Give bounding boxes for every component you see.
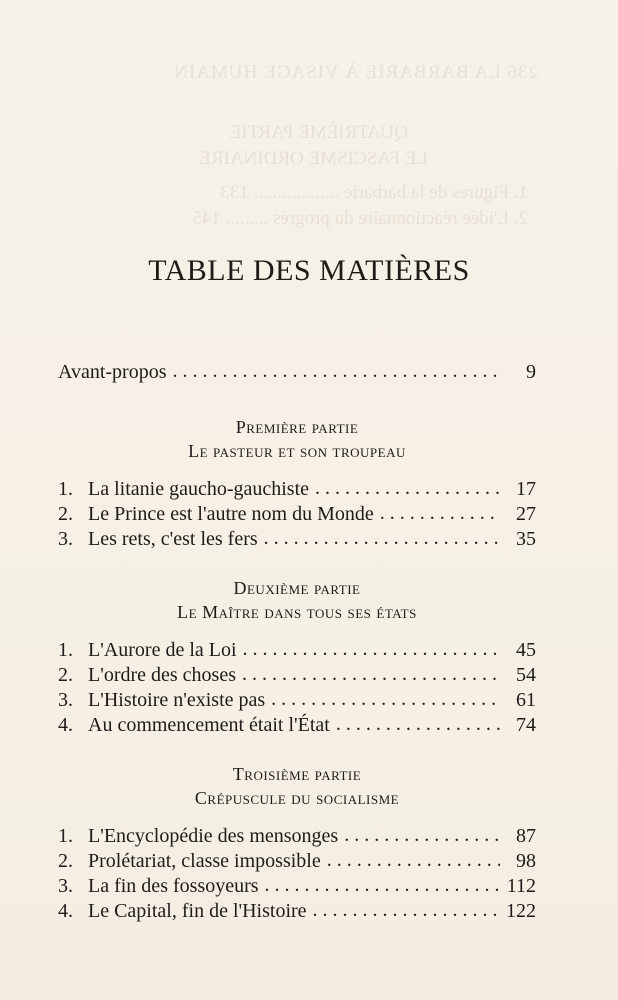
chapter-number: 3. (58, 528, 73, 550)
part-heading (58, 415, 536, 463)
chapter-title: Au commencement était l'État (88, 714, 330, 736)
chapter-number: 1. (58, 825, 73, 847)
toc-entry (58, 874, 536, 899)
toc-entry (58, 899, 536, 924)
chapter-number: 2. (58, 850, 73, 872)
chapter-title: L'Encyclopédie des mensonges (88, 825, 339, 847)
dot-leader (380, 501, 500, 526)
dot-leader (315, 476, 500, 501)
dot-leader (173, 359, 501, 384)
toc-entry (58, 663, 536, 688)
toc-entry (58, 527, 536, 552)
chapter-title: Le Prince est l'autre nom du Monde (88, 503, 374, 525)
toc-entry-label: Avant-propos (58, 361, 167, 383)
chapter-title: Les rets, c'est les fers (88, 528, 258, 550)
toc-entry (58, 502, 536, 527)
chapter-number: 3. (58, 689, 73, 711)
dot-leader (264, 526, 500, 551)
part-title: Deuxième partie (233, 578, 361, 598)
part-subtitle: Crépuscule du socialisme (194, 788, 400, 808)
dot-leader (327, 848, 500, 873)
toc-entry (58, 824, 536, 849)
part-subtitle: Le pasteur et son troupeau (188, 441, 406, 461)
toc-entry-page: 9 (526, 361, 536, 383)
part-title: Première partie (235, 417, 359, 437)
chapter-page: 61 (516, 689, 536, 711)
dot-leader (265, 873, 499, 898)
dot-leader (336, 712, 500, 737)
dot-leader (313, 898, 498, 923)
toc-entry (58, 477, 536, 502)
chapter-page: 17 (516, 478, 536, 500)
chapter-page: 74 (516, 714, 536, 736)
chapter-title: La fin des fossoyeurs (88, 875, 259, 897)
part-heading (58, 762, 536, 810)
dot-leader (271, 687, 500, 712)
chapter-page: 122 (506, 900, 536, 922)
table-of-contents (58, 360, 536, 924)
chapter-page: 112 (506, 875, 536, 897)
bleed-line: QUATRIÈME PARTIE (229, 122, 408, 143)
dot-leader (344, 823, 500, 848)
part-heading (58, 576, 536, 624)
toc-entry (58, 849, 536, 874)
part-subtitle: Le Maître dans tous ses états (177, 602, 417, 622)
chapter-number: 1. (58, 639, 73, 661)
toc-entry (58, 713, 536, 738)
chapter-number: 2. (58, 664, 73, 686)
chapter-number: 3. (58, 875, 73, 897)
dot-leader (242, 662, 500, 687)
chapter-title: L'Aurore de la Loi (88, 639, 237, 661)
chapter-title: Le Capital, fin de l'Histoire (88, 900, 307, 922)
chapter-number: 1. (58, 478, 73, 500)
toc-entry (58, 688, 536, 713)
bleed-line: 2. L'idée réactionnaire du progrès ......... 145 (192, 208, 528, 229)
toc-entry-foreword (58, 360, 536, 385)
bleed-line: 236 LA BARBARIE À VISAGE HUMAIN (173, 62, 538, 83)
toc-entry (58, 638, 536, 663)
chapter-number: 4. (58, 714, 73, 736)
chapter-page: 45 (516, 639, 536, 661)
chapter-page: 98 (516, 850, 536, 872)
dot-leader (243, 637, 500, 662)
chapter-page: 87 (516, 825, 536, 847)
chapter-title: L'ordre des choses (88, 664, 236, 686)
chapter-number: 4. (58, 900, 73, 922)
chapter-number: 2. (58, 503, 73, 525)
chapter-page: 27 (516, 503, 536, 525)
bleed-line: 1. Figures de la barbarie .................. 133 (220, 182, 528, 203)
chapter-page: 54 (516, 664, 536, 686)
chapter-title: La litanie gaucho-gauchiste (88, 478, 310, 500)
bleed-line: LE FASCISME ORDINAIRE (199, 148, 428, 169)
part-title: Troisième partie (232, 764, 362, 784)
chapter-page: 35 (516, 528, 536, 550)
page-title: TABLE DES MATIÈRES (148, 254, 470, 287)
chapter-title: L'Histoire n'existe pas (88, 689, 266, 711)
chapter-title: Prolétariat, classe impossible (88, 850, 321, 872)
